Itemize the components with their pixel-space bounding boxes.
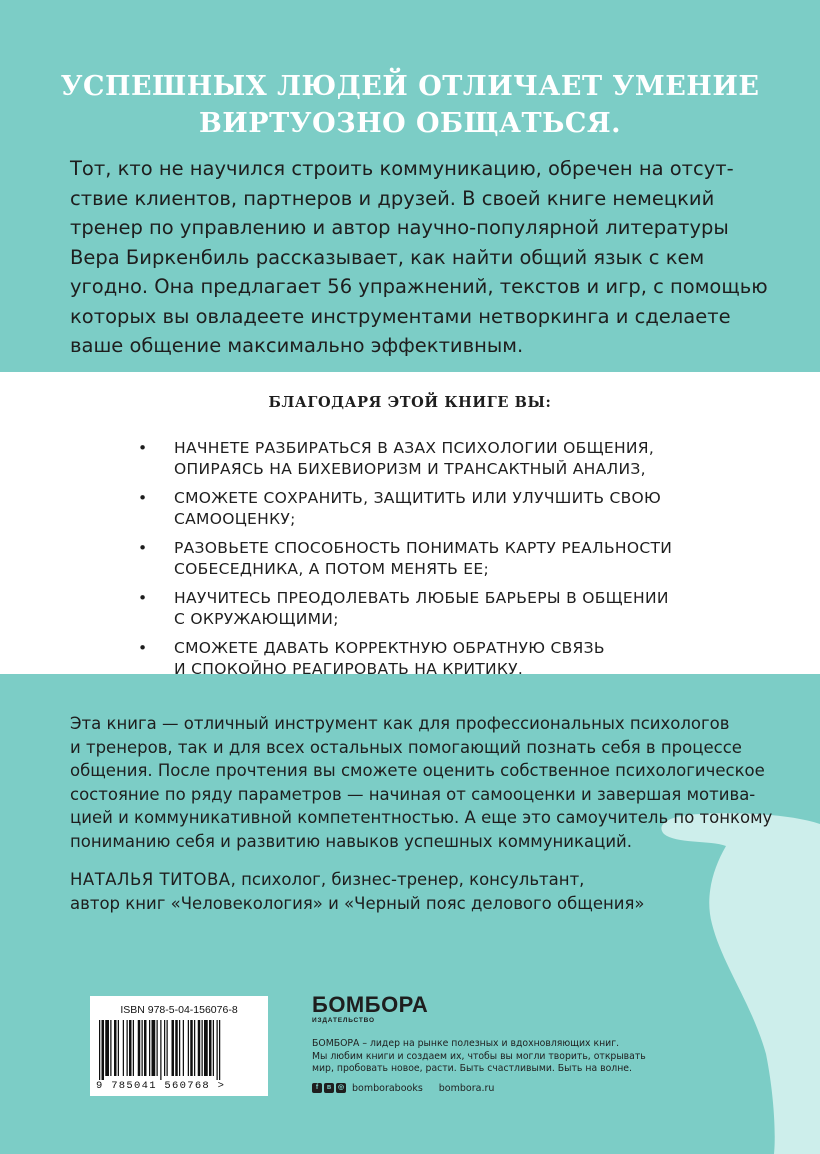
bullet-icon: •	[138, 489, 148, 507]
barcode-bar	[204, 1020, 208, 1076]
intro-line: тренер по управлению и автор научно-популярной литературы	[70, 216, 729, 239]
barcode-bar	[198, 1020, 201, 1076]
benefit-item	[138, 638, 758, 679]
publisher-logo: БОМБОРА	[312, 992, 429, 1017]
tagline-line: БОМБОРА – лидер на рынке полезных и вдохновляющих книг.	[312, 1038, 620, 1049]
intro-line: Тот, кто не научился строить коммуникацию, обречен на отсут-	[70, 157, 734, 180]
review-line: пониманию себя и развитию навыков успешных коммуникаций.	[70, 831, 633, 851]
barcode-bar	[217, 1020, 218, 1080]
bullet-icon: •	[138, 639, 148, 657]
barcode-bar	[149, 1020, 150, 1076]
barcode-bars	[98, 1020, 260, 1080]
barcode-bar	[160, 1020, 161, 1080]
barcode-bar	[114, 1020, 117, 1076]
benefit-item	[138, 588, 758, 629]
instagram-icon[interactable]: ◎	[337, 1084, 345, 1091]
benefit-line: СОБЕСЕДНИКА, А ПОТОМ МЕНЯТЬ ЕЕ;	[174, 559, 489, 578]
barcode-bar	[99, 1020, 100, 1080]
review-line: и тренеров, так и для всех остальных помогающий познать себя в процессе	[70, 737, 742, 757]
barcode-bar	[157, 1020, 158, 1076]
barcode-bar	[202, 1020, 203, 1076]
isbn-label: ISBN 978-5-04-156076-8	[120, 1004, 238, 1016]
benefit-item	[138, 538, 758, 579]
benefit-line: ОПИРАЯСЬ НА БИХЕВИОРИЗМ И ТРАНСАКТНЫЙ АНАЛИЗ,	[174, 459, 646, 478]
barcode-bar	[167, 1020, 168, 1076]
barcode-bar	[183, 1020, 184, 1076]
benefit-line: СМОЖЕТЕ СОХРАНИТЬ, ЗАЩИТИТЬ ИЛИ УЛУЧШИТЬ СВОЮ	[174, 489, 662, 507]
author-books: автор книг «Человекология» и «Черный пояс делового общения»	[70, 893, 645, 913]
author-credentials: , психолог, бизнес-тренер, консультант,	[230, 870, 585, 889]
benefit-line: САМООЦЕНКУ;	[174, 509, 296, 528]
benefit-item	[138, 438, 758, 479]
top-section	[0, 0, 820, 372]
barcode-bar	[172, 1020, 175, 1076]
benefit-line: И СПОКОЙНО РЕАГИРОВАТЬ НА КРИТИКУ.	[174, 659, 524, 678]
barcode-bar	[129, 1020, 132, 1076]
benefits-title: БЛАГОДАРЯ ЭТОЙ КНИГЕ ВЫ:	[268, 394, 552, 411]
intro-line: которых вы овладеете инструментами нетворкинга и сделаете	[70, 304, 731, 328]
headline	[0, 68, 820, 142]
social-handle[interactable]: bomborabooks	[352, 1082, 423, 1094]
vk-icon[interactable]: в	[324, 1083, 334, 1093]
barcode-bar	[118, 1020, 119, 1076]
tagline-line: мир, пробовать новое, расти. Быть счастливыми. Быть на волне.	[312, 1063, 632, 1074]
intro-line: Вера Биркенбиль рассказывает, как найти общий язык с кем	[70, 245, 705, 269]
author-name: НАТАЛЬЯ ТИТОВА	[70, 870, 231, 889]
barcode-bar	[102, 1020, 105, 1080]
barcode-bar	[188, 1020, 189, 1076]
barcode-bar	[164, 1020, 165, 1076]
review-line: Эта книга — отличный инструмент как для профессиональных психологов	[70, 714, 730, 733]
barcode-bar	[179, 1020, 180, 1076]
author-line	[70, 868, 770, 892]
facebook-icon[interactable]: f	[312, 1083, 322, 1093]
barcode-bar	[127, 1020, 128, 1076]
barcode-bar	[138, 1020, 141, 1076]
review-line: состояние по ряду параметров — начиная от самооценки и завершая мотива-	[70, 784, 756, 804]
barcode-bar	[219, 1020, 220, 1080]
barcode-bar	[142, 1020, 143, 1076]
headline-line: УСПЕШНЫХ ЛЮДЕЙ ОТЛИЧАЕТ УМЕНИЕ	[60, 71, 760, 102]
review-line: цией и коммуникативной компетентностью. А еще это самоучитель по тонкому	[70, 808, 773, 827]
publisher-tagline	[312, 1038, 652, 1076]
social-links	[312, 1083, 652, 1094]
barcode-bar	[105, 1020, 109, 1076]
publisher-block	[312, 994, 652, 1094]
barcode-bar	[190, 1020, 193, 1076]
benefit-line: НАУЧИТЕСЬ ПРЕОДОЛЕВАТЬ ЛЮБЫЕ БАРЬЕРЫ В ОБЩЕНИИ	[174, 589, 669, 607]
barcode-bar	[213, 1020, 214, 1076]
barcode-bar	[209, 1020, 212, 1076]
barcode-bar	[175, 1020, 178, 1076]
bullet-icon: •	[138, 539, 148, 557]
intro-line: угодно. Она предлагает 56 упражнений, текстов и игр, с помощью	[70, 275, 768, 298]
barcode-bar	[152, 1020, 156, 1076]
tagline-line: Мы любим книги и создаем их, чтобы вы могли творить, открывать	[312, 1050, 646, 1062]
intro-line: ствие клиентов, партнеров и друзей. В своей книге немецкий	[70, 186, 715, 210]
headline-line: ВИРТУОЗНО ОБЩАТЬСЯ.	[198, 108, 622, 139]
barcode-bar	[110, 1020, 111, 1076]
barcode-bar	[123, 1020, 124, 1076]
benefit-line: СМОЖЕТЕ ДАВАТЬ КОРРЕКТНУЮ ОБРАТНУЮ СВЯЗЬ	[174, 639, 605, 657]
barcode	[90, 996, 268, 1096]
bullet-icon: •	[138, 439, 148, 457]
benefit-line: РАЗОВЬЕТЕ СПОСОБНОСТЬ ПОНИМАТЬ КАРТУ РЕАЛЬНОСТИ	[174, 539, 673, 557]
intro-line: ваше общение максимально эффективным.	[70, 334, 524, 357]
intro-paragraph	[70, 154, 770, 361]
review-author	[70, 868, 770, 915]
barcode-digits: 9 785041 560768 >	[96, 1080, 226, 1092]
benefit-item	[138, 488, 758, 529]
benefit-line: С ОКРУЖАЮЩИМИ;	[174, 609, 339, 628]
benefits-list	[138, 438, 758, 688]
bullet-icon: •	[138, 589, 148, 607]
barcode-bar	[133, 1020, 134, 1076]
benefits-band	[0, 372, 820, 678]
review-paragraph	[70, 712, 773, 853]
publisher-logo-subtitle: ИЗДАТЕЛЬСТВО	[312, 1017, 375, 1024]
bottom-section	[0, 674, 820, 1154]
review-line: общения. После прочтения вы сможете оценить собственное психологическое	[70, 761, 765, 780]
benefit-line: НАЧНЕТЕ РАЗБИРАТЬСЯ В АЗАХ ПСИХОЛОГИИ ОБЩЕНИЯ,	[174, 439, 655, 457]
barcode-bar	[194, 1020, 195, 1076]
barcode-bar	[144, 1020, 147, 1076]
publisher-website[interactable]: bombora.ru	[438, 1082, 495, 1094]
